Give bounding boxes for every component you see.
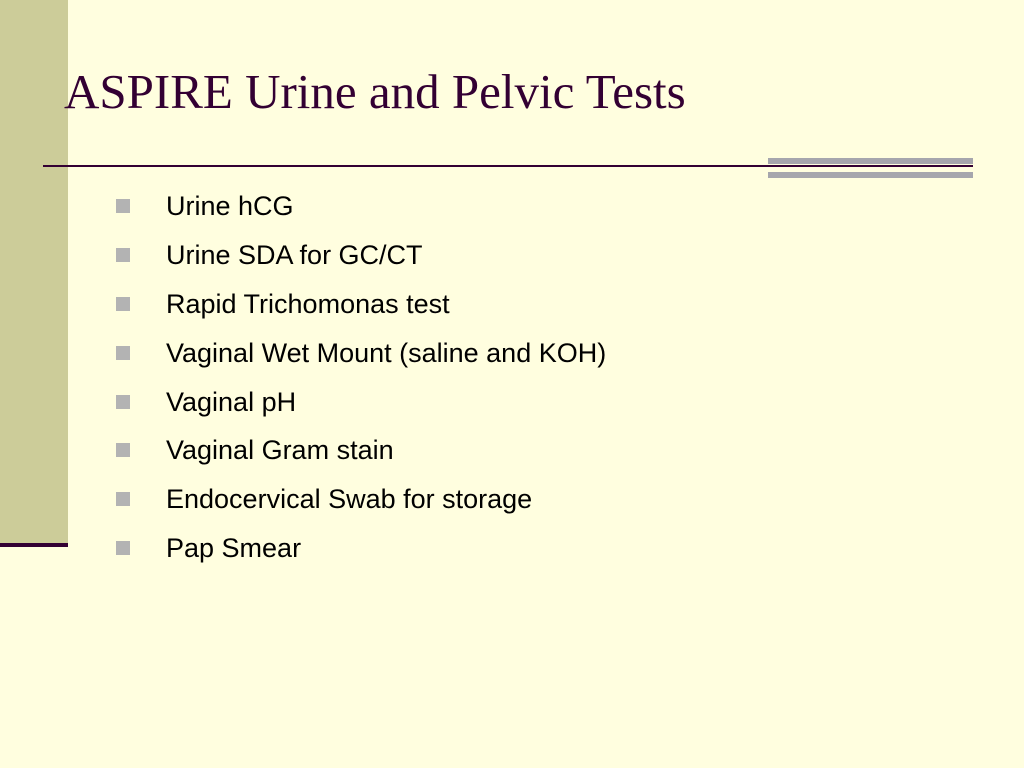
bullet-item [116,524,606,573]
bullet-item [116,231,606,280]
square-bullet-icon [116,541,130,555]
bullet-item [116,426,606,475]
bullet-item [116,280,606,329]
bullet-text: Vaginal Gram stain [166,435,394,466]
square-bullet-icon [116,395,130,409]
bullet-text: Urine SDA for GC/CT [166,240,423,271]
title-divider [43,165,973,167]
bullet-item [116,328,606,377]
bullet-text: Vaginal pH [166,386,297,417]
bullet-item [116,182,606,231]
slide-title: ASPIRE Urine and Pelvic Tests [64,64,686,119]
left-accent-line [0,543,68,547]
bullet-text: Endocervical Swab for storage [166,484,533,515]
bullet-text: Vaginal Wet Mount (saline and KOH) [166,337,607,368]
square-bullet-icon [116,199,130,213]
gray-accent-stripe-top [768,158,973,164]
bullet-text: Pap Smear [166,532,302,563]
bullet-item [116,377,606,426]
square-bullet-icon [116,492,130,506]
bullet-text: Rapid Trichomonas test [166,288,450,319]
square-bullet-icon [116,443,130,457]
left-decorative-bar [0,0,68,544]
square-bullet-icon [116,346,130,360]
square-bullet-icon [116,297,130,311]
gray-accent-stripe-bottom [768,172,973,178]
bullet-item [116,475,606,524]
bullet-list [116,182,606,572]
square-bullet-icon [116,248,130,262]
bullet-text: Urine hCG [166,191,294,222]
